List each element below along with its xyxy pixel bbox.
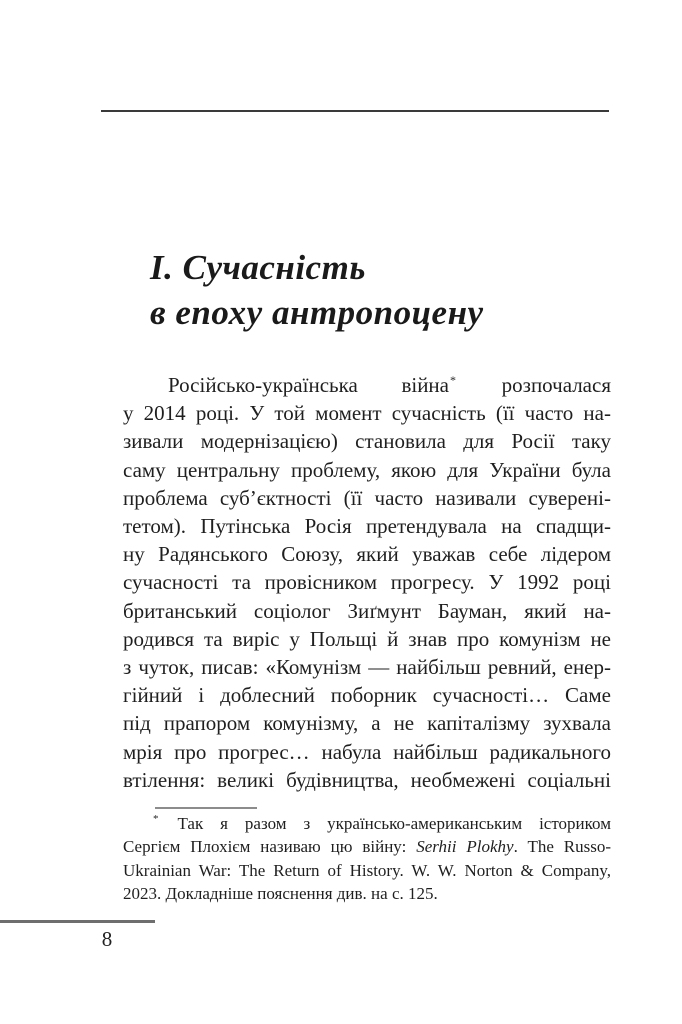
body-line: втілення: великі будівництва, необмежені соціальні: [123, 767, 611, 792]
chapter-heading-line-1: І. Сучасність: [150, 248, 366, 287]
chapter-heading-line-2: в епоху антропоцену: [150, 293, 484, 332]
body-line: зивали модернізацією) становила для Росії таку: [123, 429, 611, 454]
footnote-reference-marker: *: [450, 373, 456, 387]
footnote-line-text: . The Russo-: [513, 837, 612, 857]
body-line: родився та виріс у Польщі й знав про комунізм не: [123, 626, 611, 651]
body-line-text: Російсько-українська війна: [168, 373, 449, 397]
body-line: ну Радянського Союзу, який уважав себе лідером: [123, 542, 611, 567]
body-line: британський соціолог Зиґмунт Бауман, який на-: [123, 598, 611, 623]
footnote-line: [123, 812, 611, 835]
body-paragraph: [123, 371, 611, 794]
chapter-top-rule: [101, 110, 609, 112]
body-line: проблема суб’єктності (її часто називали суверені-: [123, 485, 611, 510]
footer-rule: [0, 920, 155, 923]
footnote-marker: *: [153, 813, 159, 826]
body-line: у 2014 році. У той момент сучасність (її часто на-: [123, 401, 611, 426]
body-line: саму центральну проблему, якою для України була: [123, 457, 611, 482]
footnote-line: Ukrainian War: The Return of History. W. W. Norton & Company,: [123, 860, 611, 880]
footnote-line-text: Так я разом з українсько-американським істориком: [160, 814, 611, 833]
page-number: 8: [101, 927, 113, 951]
body-line: тетом). Путінська Росія претендувала на спадщи-: [123, 514, 611, 539]
footnote-line-text: Сергієм Плохієм називаю цю війну:: [123, 837, 417, 857]
footnote-line: [123, 835, 611, 858]
body-line: під прапором комунізму, а не капіталізму зухвала: [123, 711, 611, 736]
body-line: з чуток, писав: «Комунізм — найбільш ревний, енер-: [123, 655, 611, 680]
chapter-heading: [150, 245, 630, 335]
footnote-separator-rule: [155, 807, 257, 809]
footnote-citation-author: Serhii Plokhy: [416, 837, 514, 857]
body-line-text: розпочалася: [458, 373, 611, 397]
body-line: сучасності та провісником прогресу. У 1992 році: [123, 570, 611, 595]
body-line: [123, 371, 611, 399]
body-line: мрія про прогрес… набула найбільш радикального: [123, 739, 611, 764]
footnote-line: 2023. Докладніше пояснення див. на с. 125.: [123, 883, 438, 903]
body-line: гійний і доблесний поборник сучасності… Саме: [123, 683, 611, 708]
footnote: [123, 812, 611, 905]
